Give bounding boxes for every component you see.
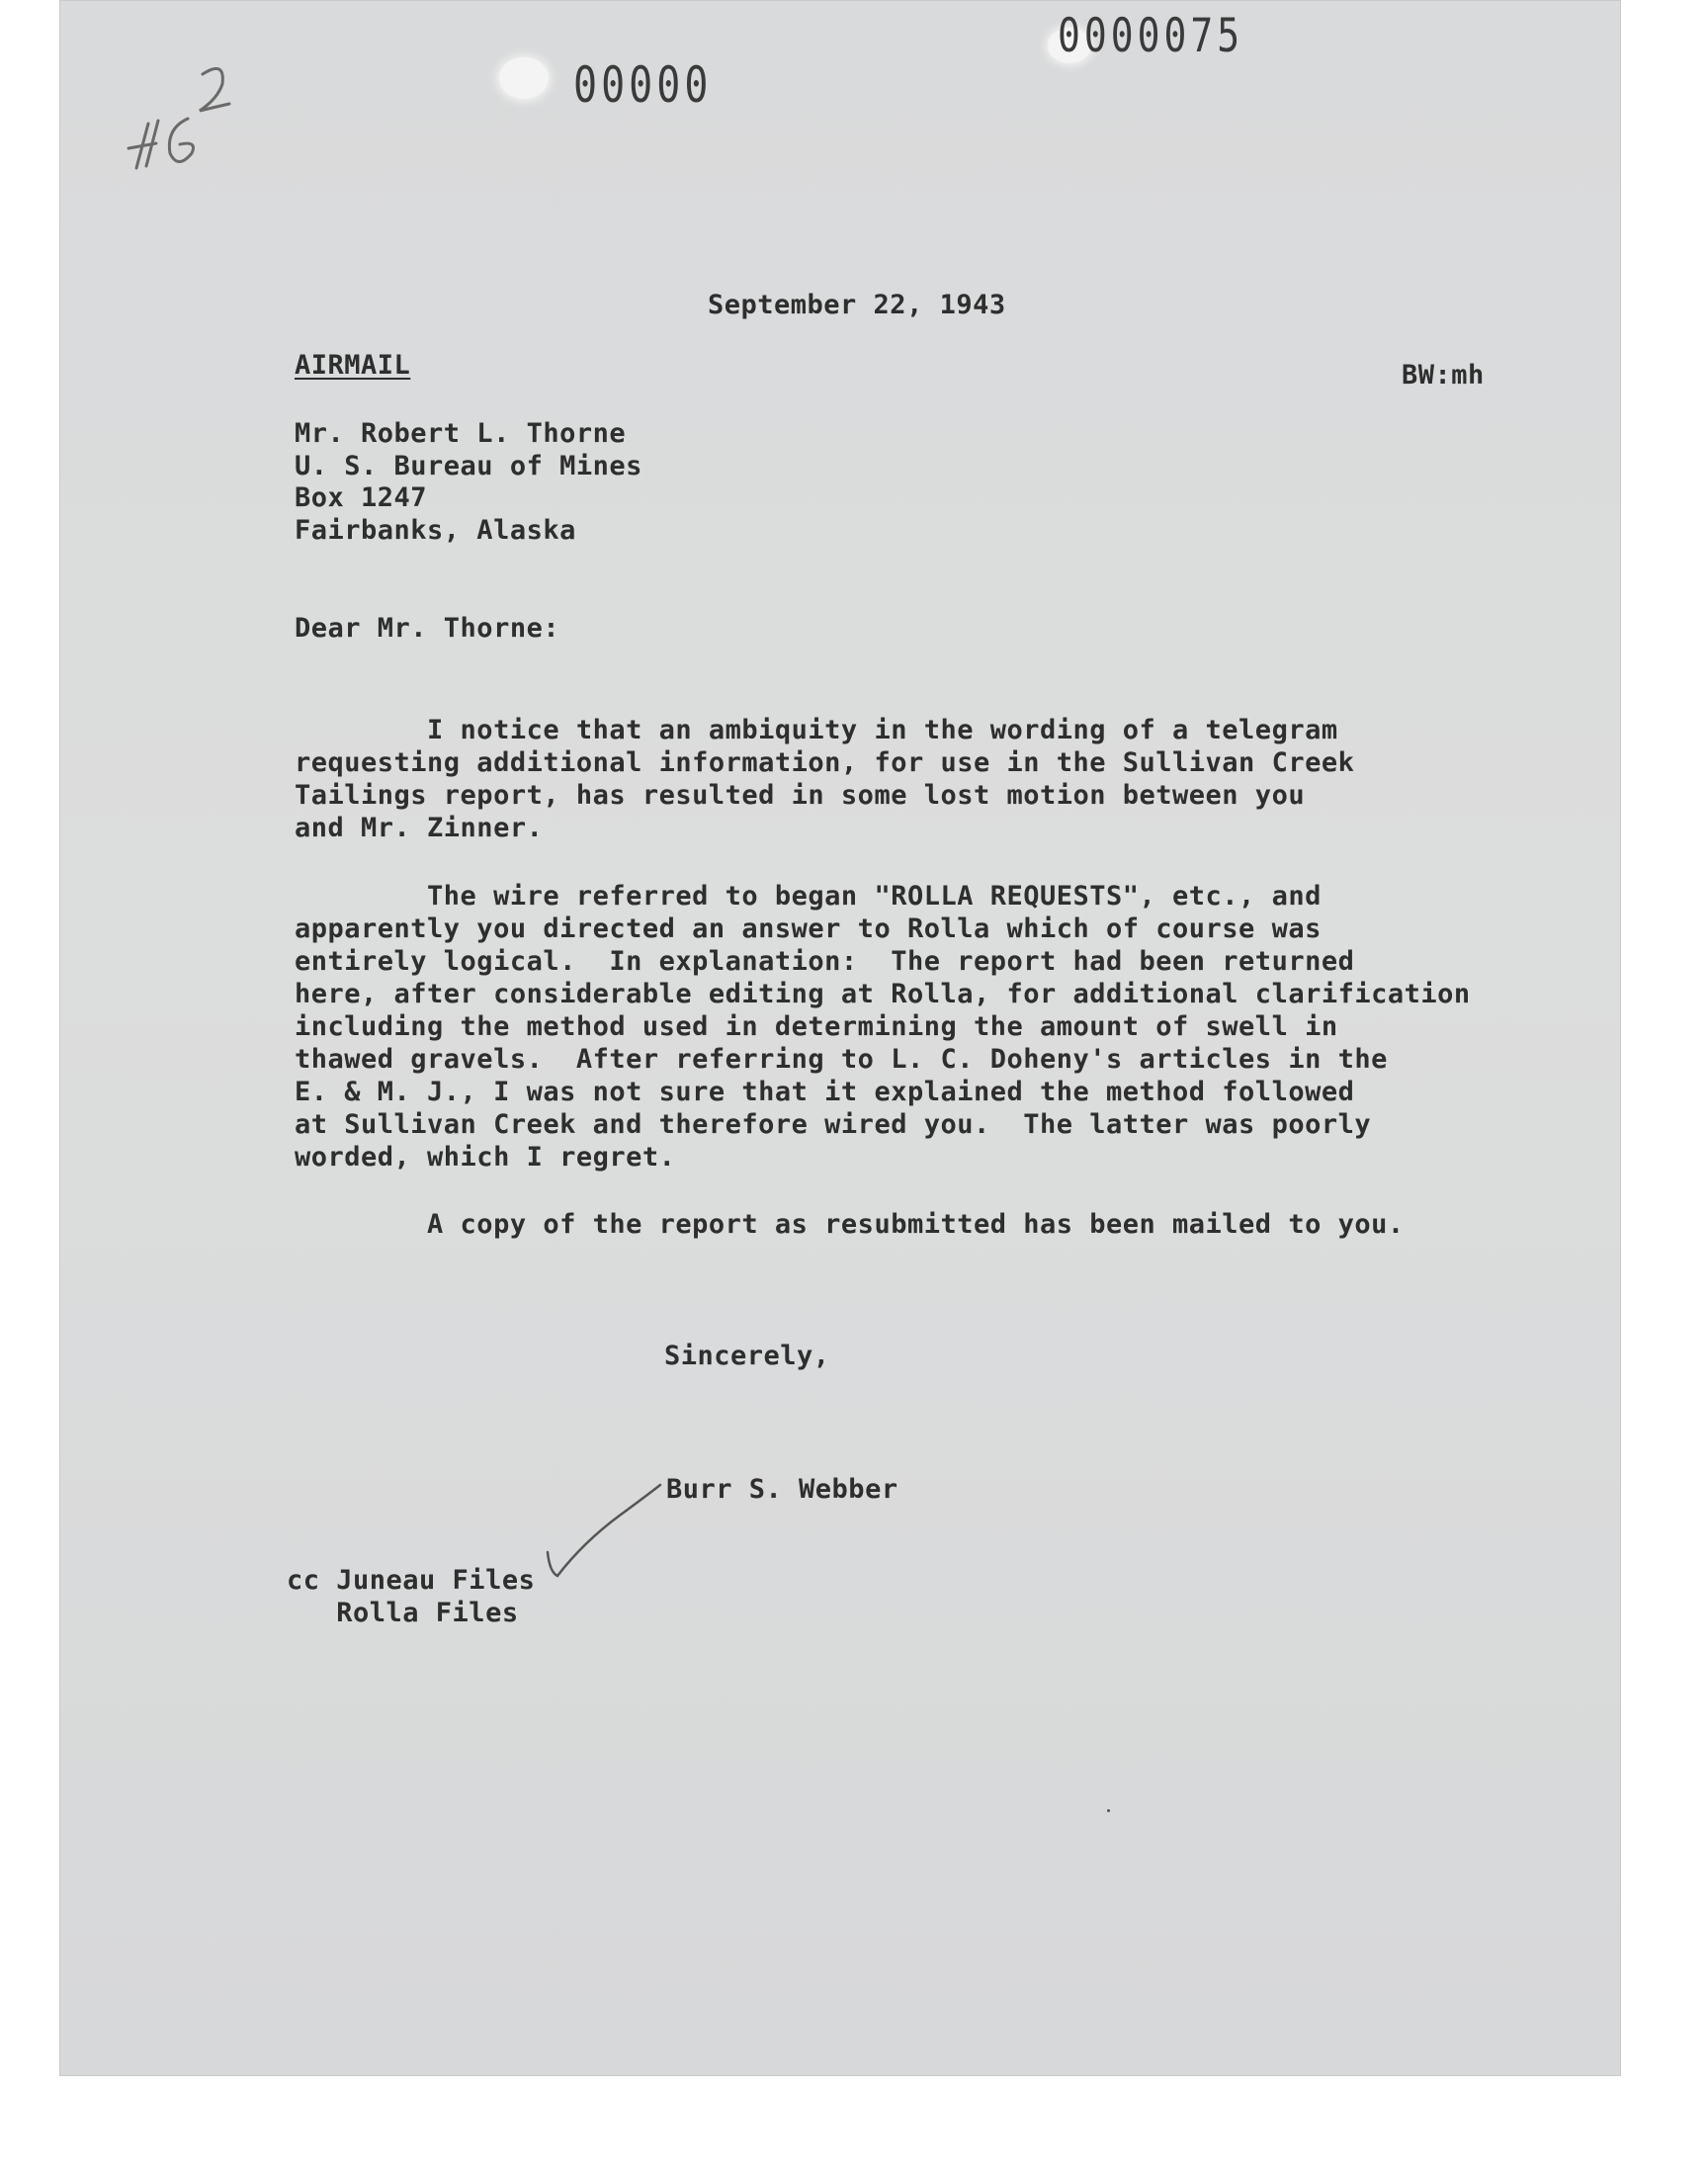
- stamp-number-right: 0000075: [1058, 8, 1244, 62]
- handwritten-page-number-text: 462: [119, 176, 121, 177]
- check-mark: [544, 1473, 672, 1592]
- handwritten-page-number: [119, 49, 237, 178]
- closing: Sincerely,: [664, 1341, 830, 1371]
- body-line: entirely logical. In explanation: The report had been returned: [295, 946, 1355, 977]
- punch-hole-left: [499, 57, 549, 99]
- scan-margin: [0, 2076, 1708, 2175]
- body-line: worded, which I regret.: [295, 1142, 676, 1173]
- body-line: E. & M. J., I was not sure that it explained the method followed: [295, 1077, 1355, 1107]
- cc-line: Rolla Files: [287, 1598, 519, 1628]
- signature-name: Burr S. Webber: [666, 1474, 898, 1505]
- body-line: at Sullivan Creek and therefore wired you. The latter was poorly: [295, 1109, 1372, 1140]
- body-line: apparently you directed an answer to Rolla which of course was: [295, 914, 1322, 944]
- stamp-number-center: 00000: [573, 57, 713, 115]
- body-line: requesting additional information, for use in the Sullivan Creek: [295, 747, 1355, 778]
- body-line: including the method used in determining the amount of swell in: [295, 1011, 1338, 1042]
- salutation: Dear Mr. Thorne:: [295, 613, 560, 644]
- reference-initials: BW:mh: [1402, 360, 1485, 391]
- address-line: Box 1247: [295, 482, 428, 513]
- body-line: and Mr. Zinner.: [295, 813, 544, 843]
- address-line: Fairbanks, Alaska: [295, 515, 576, 546]
- body-line: I notice that an ambiquity in the wording of a telegram: [295, 715, 1338, 745]
- paragraph-3: A copy of the report as resubmitted has been mailed to you.: [295, 1209, 1405, 1240]
- delivery-method: AIRMAIL: [295, 350, 411, 381]
- cc-line: cc Juneau Files: [287, 1565, 536, 1596]
- speck: [1107, 1809, 1110, 1812]
- body-line: Tailings report, has resulted in some lost motion between you: [295, 780, 1306, 811]
- body-line: thawed gravels. After referring to L. C. Doheny's articles in the: [295, 1044, 1388, 1075]
- letter-date: September 22, 1943: [708, 290, 1006, 320]
- address-line: Mr. Robert L. Thorne: [295, 418, 627, 449]
- body-line: The wire referred to began "ROLLA REQUESTS", etc., and: [295, 881, 1322, 912]
- body-line: here, after considerable editing at Rolla, for additional clarification: [295, 979, 1471, 1009]
- address-line: U. S. Bureau of Mines: [295, 451, 642, 481]
